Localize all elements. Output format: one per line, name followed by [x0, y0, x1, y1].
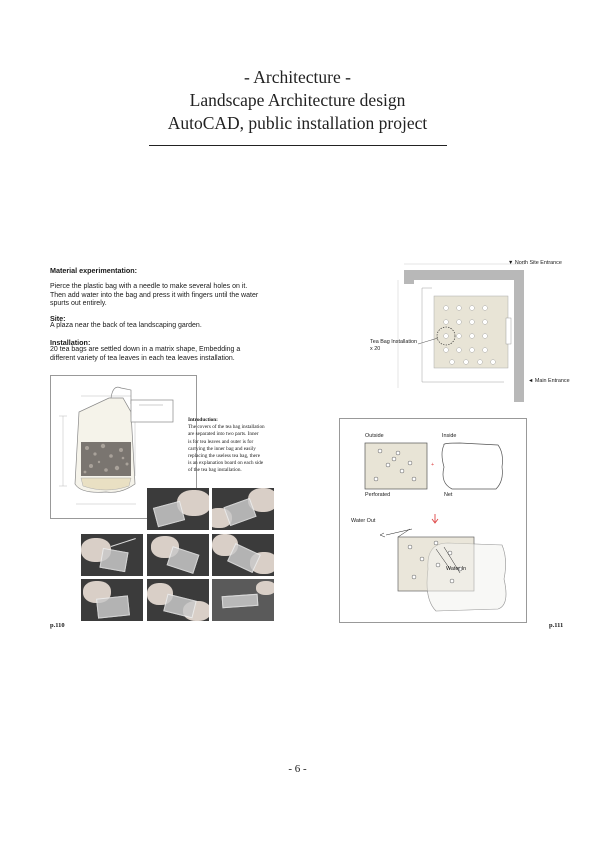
right-page-number: p.111 [549, 622, 564, 629]
intro-line: replacing the useless tea bag, there [188, 453, 261, 460]
intro-line: are separated into two parts. Inner [188, 431, 259, 438]
net-label: Net [444, 492, 453, 498]
material-line: Then add water into the bag and press it with fingers until the water [50, 291, 259, 299]
intro-line: is for tea leaves and outer is for [188, 438, 254, 445]
installation-text [50, 346, 300, 363]
experiment-photo [212, 534, 274, 576]
north-site-entrance-label: ▼ North Site Entrance [508, 260, 562, 266]
experiment-photo [212, 579, 274, 621]
tea-bag-installation-label: Tea Bag Installation [370, 339, 418, 345]
experiment-photo [81, 579, 143, 621]
intro-line: is an explanation board on each side [188, 460, 264, 467]
left-page-number: p.110 [50, 622, 65, 629]
tea-bag-count-label: x 20 [370, 346, 381, 352]
site-heading: Site: [50, 314, 66, 323]
intro-heading: Introduction: [188, 417, 218, 423]
plus-sign: + [431, 462, 435, 468]
inside-label: Inside [442, 433, 457, 439]
perforated-label: Perforated [365, 492, 391, 498]
material-line: Pierce the plastic bag with a needle to make several holes on it. [50, 283, 248, 290]
footer-page-number: - 6 - [288, 763, 307, 775]
material-heading: Material experimentation: [50, 266, 138, 275]
experiment-photo [147, 579, 209, 621]
water-in-label: Water In [446, 566, 467, 572]
experiment-photo [212, 488, 274, 530]
water-out-label: Water Out [351, 518, 376, 524]
material-text [50, 283, 300, 309]
header-divider [149, 145, 447, 146]
experiment-photo [147, 534, 209, 576]
introduction-block [188, 417, 278, 475]
header-title-line3: AutoCAD, public installation project [167, 113, 428, 133]
experiment-photo [81, 534, 143, 576]
header-title-line2: Landscape Architecture design [189, 90, 406, 110]
intro-line: of the tea bag installation. [188, 467, 242, 474]
material-line: spurts out entirely. [50, 300, 107, 308]
installation-line: 20 tea bags are settled down in a matrix shape, Embedding a [50, 346, 241, 353]
site-text: A plaza near the back of tea landscaping garden. [50, 322, 202, 329]
installation-heading: Installation: [50, 338, 91, 347]
experiment-photo [147, 488, 209, 530]
main-entrance-label: ◄ Main Entrance [528, 378, 570, 384]
installation-line: different variety of tea leaves in each tea leaves installation. [50, 354, 235, 362]
outside-label: Outside [365, 433, 384, 439]
intro-line: carrying the inner bag and easily [188, 445, 256, 452]
intro-line: The covers of the tea bag installation [188, 424, 265, 431]
header-title-line1: - Architecture - [244, 67, 351, 87]
